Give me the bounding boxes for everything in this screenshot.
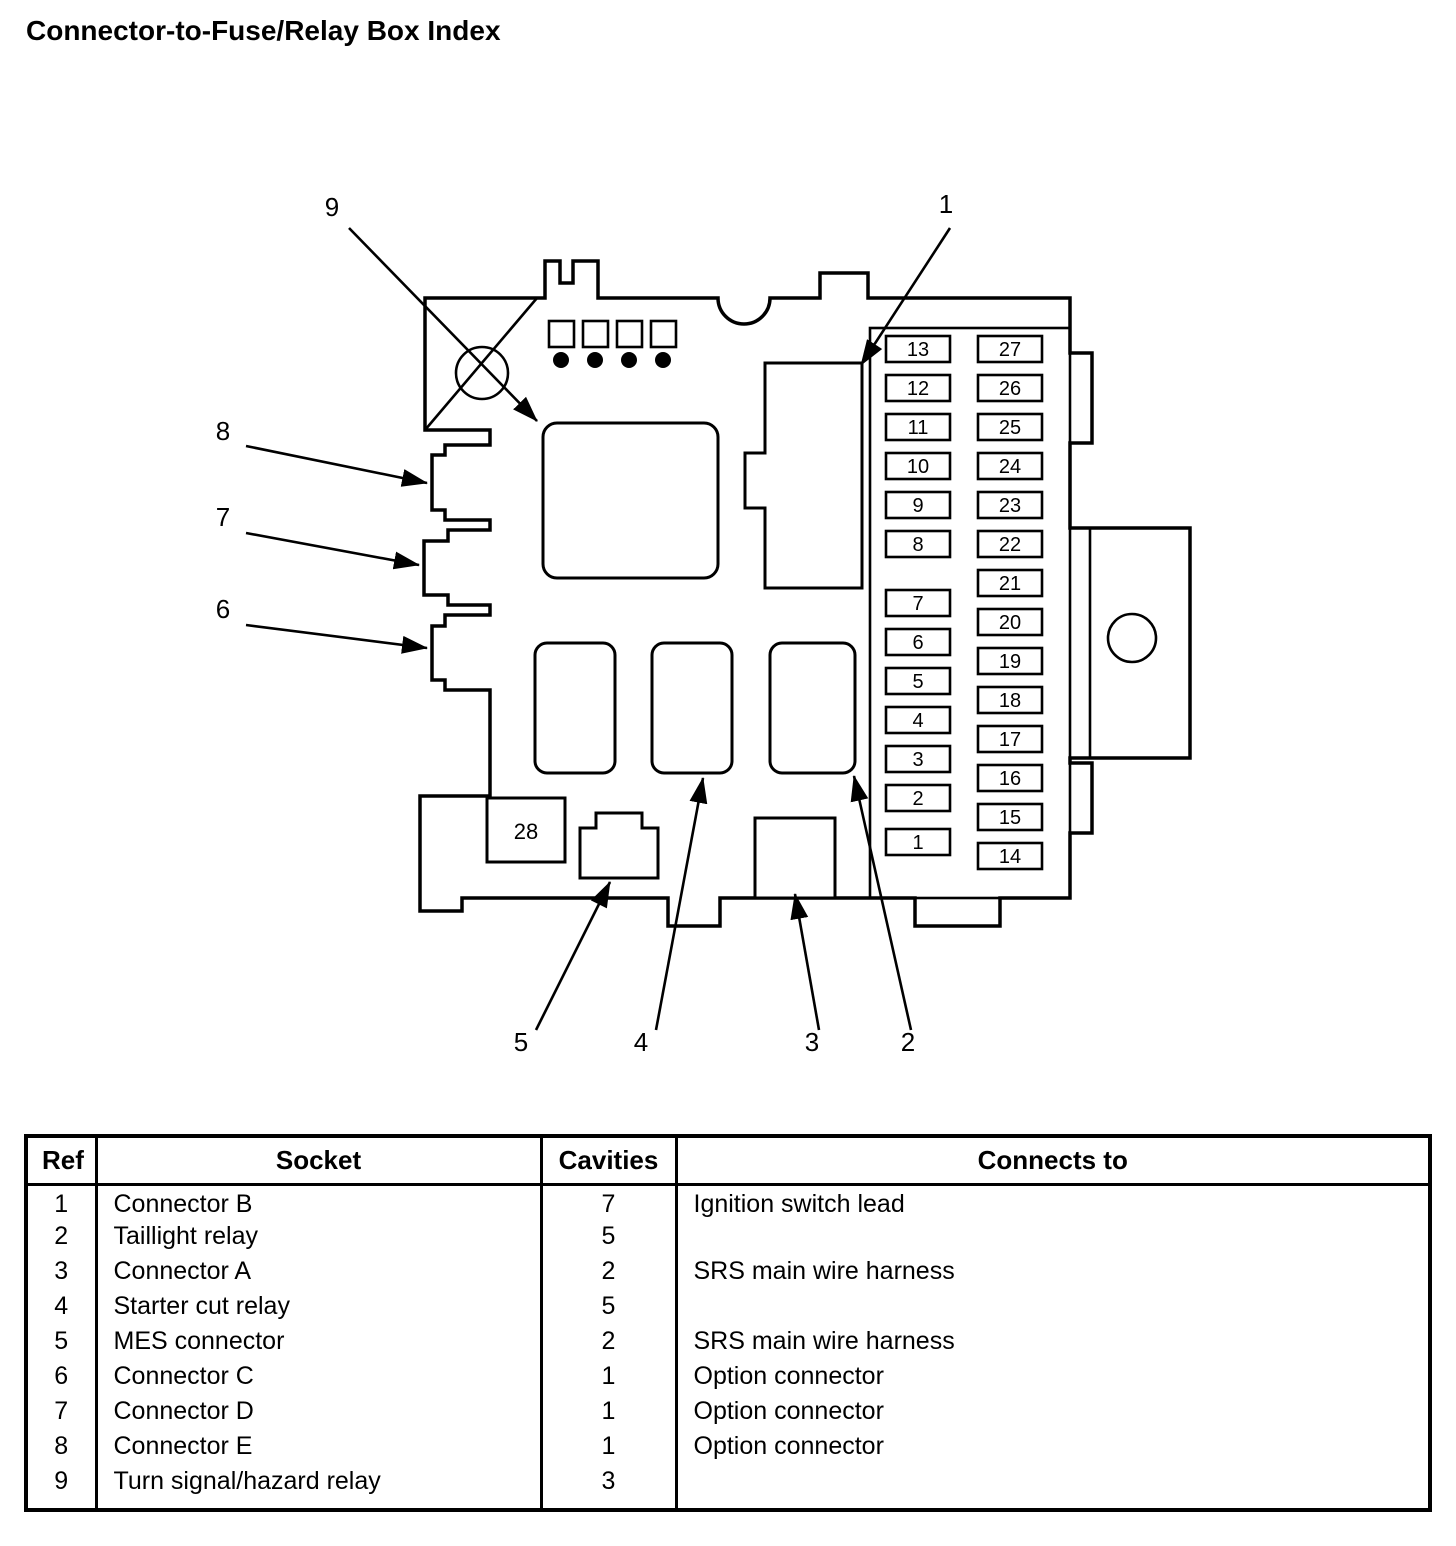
callout-label-1: 1 (938, 189, 954, 219)
fuse-number-11: 11 (907, 417, 929, 439)
cell-connects-to: Ignition switch lead (676, 1184, 1430, 1219)
fuse-number-21: 21 (998, 573, 1022, 595)
fuse-layer (886, 336, 1042, 869)
terminal-pin (655, 352, 671, 368)
callout-arrow-9 (349, 228, 537, 421)
header-socket: Socket (96, 1136, 541, 1184)
cell-socket: Turn signal/hazard relay (96, 1464, 541, 1510)
cell-ref: 8 (26, 1429, 96, 1464)
table-row (26, 1324, 1430, 1359)
cell-ref: 1 (26, 1184, 96, 1219)
fuse-number-23: 23 (998, 495, 1022, 517)
terminal-pin (587, 352, 603, 368)
starter-cut-relay (652, 643, 732, 773)
cell-ref: 4 (26, 1289, 96, 1324)
terminal-square (651, 321, 676, 347)
page-title: Connector-to-Fuse/Relay Box Index (26, 15, 501, 46)
cell-cavities: 1 (541, 1429, 676, 1464)
mounting-hole-top-left (456, 347, 508, 399)
fuse-number-17: 17 (998, 729, 1022, 751)
cell-cavities: 5 (541, 1219, 676, 1254)
fuse-number-4: 4 (912, 710, 924, 732)
cell-connects-to (676, 1219, 1430, 1254)
table-row (26, 1359, 1430, 1394)
callout-label-8: 8 (215, 416, 231, 446)
cell-ref: 3 (26, 1254, 96, 1289)
table-row (26, 1219, 1430, 1254)
callout-label-6: 6 (215, 594, 231, 624)
fuse-number-8: 8 (912, 534, 924, 556)
cell-socket: Connector D (96, 1394, 541, 1429)
terminal-block (549, 321, 676, 368)
terminal-pin (621, 352, 637, 368)
callout-label-2: 2 (900, 1027, 916, 1057)
table-row (26, 1289, 1430, 1324)
cell-ref: 6 (26, 1359, 96, 1394)
connector-index-table (24, 1134, 1432, 1512)
header-ref: Ref (26, 1136, 96, 1184)
relay-unlabeled (535, 643, 615, 773)
fuse-number-20: 20 (998, 612, 1022, 634)
callout-arrow-5 (536, 882, 610, 1030)
fuse-number-5: 5 (912, 671, 924, 693)
cell-cavities: 1 (541, 1394, 676, 1429)
cell-connects-to: SRS main wire harness (676, 1254, 1430, 1289)
cell-socket: Taillight relay (96, 1219, 541, 1254)
table-row (26, 1429, 1430, 1464)
table-header-row (26, 1136, 1430, 1184)
cell-connects-to (676, 1289, 1430, 1324)
cell-cavities: 2 (541, 1324, 676, 1359)
fuse-number-6: 6 (912, 632, 924, 654)
cell-ref: 9 (26, 1464, 96, 1510)
fuse-number-1: 1 (912, 832, 924, 854)
cell-cavities: 5 (541, 1289, 676, 1324)
connector-b (745, 363, 862, 588)
callout-arrow-2 (854, 776, 911, 1030)
cell-socket: Connector A (96, 1254, 541, 1289)
cell-cavities: 1 (541, 1359, 676, 1394)
table-row (26, 1254, 1430, 1289)
terminal-square (549, 321, 574, 347)
turn-signal-hazard-relay (543, 423, 718, 578)
fuse-number-19: 19 (998, 651, 1022, 673)
table-row (26, 1394, 1430, 1429)
cell-connects-to: Option connector (676, 1429, 1430, 1464)
mes-connector (580, 813, 658, 878)
cell-cavities: 2 (541, 1254, 676, 1289)
callout-arrow-6 (246, 625, 427, 648)
callout-label-7: 7 (215, 502, 231, 532)
fuse-number-27: 27 (998, 339, 1022, 361)
cell-cavities: 3 (541, 1464, 676, 1510)
fuse-number-15: 15 (998, 807, 1022, 829)
terminal-pin (553, 352, 569, 368)
fuse-number-13: 13 (906, 339, 930, 361)
fuse-number-18: 18 (998, 690, 1022, 712)
cell-connects-to: Option connector (676, 1394, 1430, 1429)
relay-box-28-label: 28 (513, 819, 539, 844)
cell-socket: MES connector (96, 1324, 541, 1359)
fuse-number-2: 2 (912, 788, 924, 810)
fuse-number-12: 12 (906, 378, 930, 400)
cell-socket: Starter cut relay (96, 1289, 541, 1324)
callout-arrow-4 (656, 778, 703, 1030)
table-row (26, 1184, 1430, 1219)
callout-arrow-7 (246, 533, 419, 565)
cell-connects-to: Option connector (676, 1359, 1430, 1394)
taillight-relay (770, 643, 855, 773)
fuse-relay-box-diagram (0, 48, 1456, 1088)
cell-socket: Connector C (96, 1359, 541, 1394)
callout-arrow-8 (246, 446, 427, 483)
fuse-number-9: 9 (912, 495, 924, 517)
callout-arrow-3 (795, 894, 819, 1030)
fuse-number-24: 24 (998, 456, 1022, 478)
cell-connects-to (676, 1464, 1430, 1510)
connector-a (755, 818, 835, 898)
cell-connects-to: SRS main wire harness (676, 1324, 1430, 1359)
fuse-number-22: 22 (998, 534, 1022, 556)
header-cavities: Cavities (541, 1136, 676, 1184)
cell-ref: 5 (26, 1324, 96, 1359)
cell-cavities: 7 (541, 1184, 676, 1219)
fuse-number-25: 25 (998, 417, 1022, 439)
fuse-number-3: 3 (912, 749, 924, 771)
callout-label-9: 9 (324, 192, 340, 222)
callout-label-3: 3 (804, 1027, 820, 1057)
cell-ref: 7 (26, 1394, 96, 1429)
callout-label-5: 5 (513, 1027, 529, 1057)
cell-ref: 2 (26, 1219, 96, 1254)
header-connects-to: Connects to (676, 1136, 1430, 1184)
cell-socket: Connector B (96, 1184, 541, 1219)
callout-label-4: 4 (633, 1027, 649, 1057)
callout-layer (216, 189, 953, 1057)
terminal-square (583, 321, 608, 347)
fuse-number-16: 16 (998, 768, 1022, 790)
terminal-square (617, 321, 642, 347)
mounting-hole-right (1108, 614, 1156, 662)
cell-socket: Connector E (96, 1429, 541, 1464)
fuse-number-14: 14 (998, 846, 1022, 868)
table-row (26, 1464, 1430, 1510)
fuse-number-7: 7 (912, 593, 924, 615)
fuse-number-26: 26 (998, 378, 1022, 400)
fuse-number-10: 10 (906, 456, 930, 478)
